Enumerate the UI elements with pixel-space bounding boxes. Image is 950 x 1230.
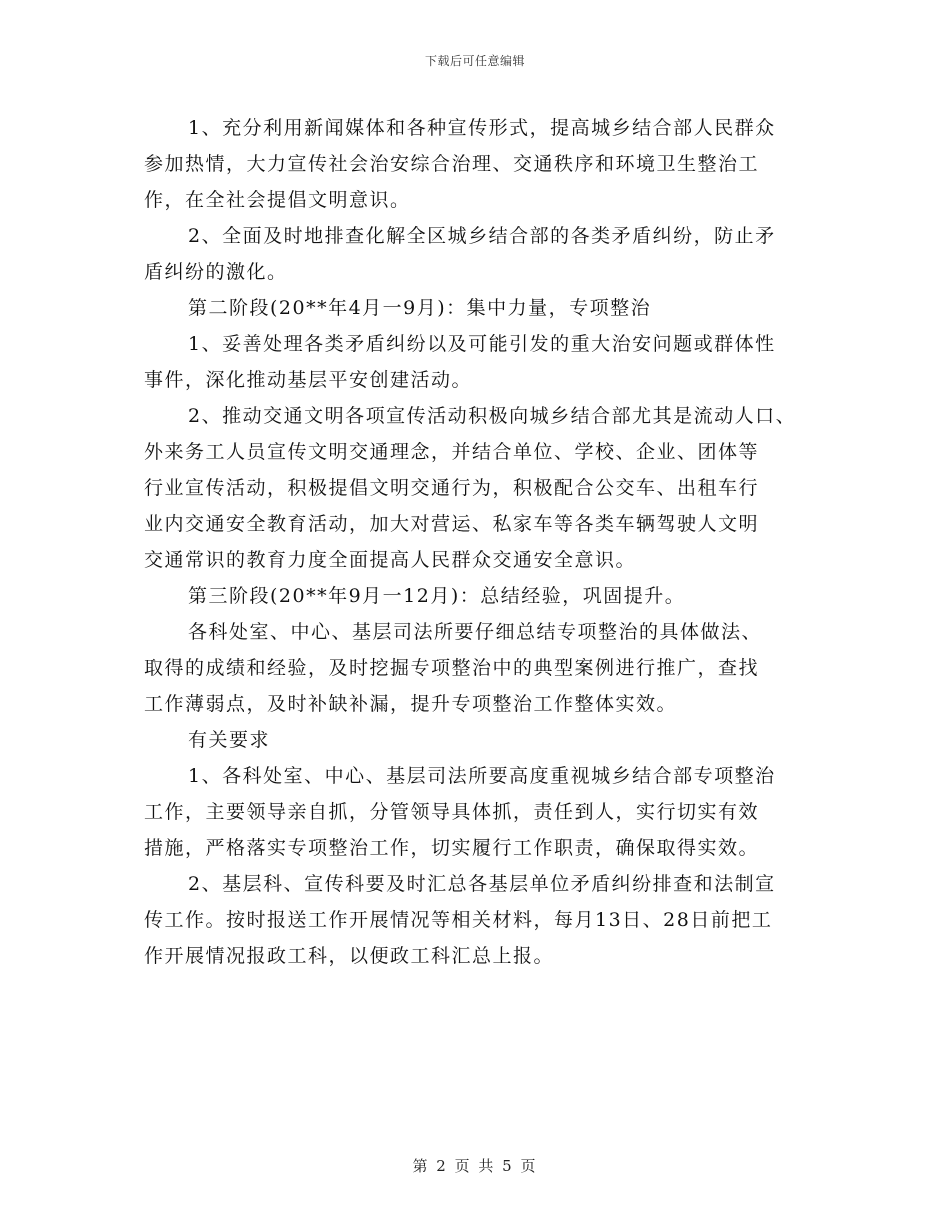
text-line: 2、推动交通文明各项宣传活动积极向城乡结合部尤其是流动人口、 (188, 405, 797, 427)
text-line: 作，在全社会提倡文明意识。 (144, 189, 411, 211)
text-line: 措施，严格落实专项整治工作，切实履行工作职责，确保取得实效。 (144, 837, 760, 859)
text-line: 2、全面及时地排查化解全区城乡结合部的各类矛盾纠纷，防止矛 (188, 225, 776, 247)
text-line: 有关要求 (188, 729, 271, 751)
text-line: 第二阶段(20**年4月一9月)：集中力量，专项整治 (188, 297, 652, 319)
text-line: 各科处室、中心、基层司法所要仔细总结专项整治的具体做法、 (188, 621, 763, 643)
text-line: 盾纠纷的激化。 (144, 261, 288, 283)
text-line: 交通常识的教育力度全面提高人民群众交通安全意识。 (144, 549, 637, 571)
text-line: 1、充分利用新闻媒体和各种宣传形式，提高城乡结合部人民群众 (188, 117, 776, 139)
header-note: 下载后可任意编辑 (424, 54, 525, 68)
text-line: 外来务工人员宣传文明交通理念，并结合单位、学校、企业、团体等 (144, 441, 760, 463)
text-line: 行业宣传活动，积极提倡文明交通行为，积极配合公交车、出租车行 (144, 477, 760, 499)
text-line: 2、基层科、宣传科要及时汇总各基层单位矛盾纠纷排查和法制宣 (188, 873, 776, 895)
text-line: 1、妥善处理各类矛盾纠纷以及可能引发的重大治安问题或群体性 (188, 333, 776, 355)
text-line: 1、各科处室、中心、基层司法所要高度重视城乡结合部专项整治 (188, 765, 776, 787)
text-line: 传工作。按时报送工作开展情况等相关材料，每月13日、28日前把工 (144, 909, 773, 931)
text-line: 参加热情，大力宣传社会治安综合治理、交通秩序和环境卫生整治工 (144, 153, 760, 175)
page-number: 第 2 页 共 5 页 (412, 1157, 538, 1175)
text-line: 事件，深化推动基层平安创建活动。 (144, 369, 473, 391)
text-line: 工作，主要领导亲自抓，分管领导具体抓，责任到人，实行切实有效 (144, 801, 760, 823)
text-line: 工作薄弱点，及时补缺补漏，提升专项整治工作整体实效。 (144, 693, 678, 715)
text-line: 取得的成绩和经验，及时挖掘专项整治中的典型案例进行推广，查找 (144, 657, 760, 679)
document-body (144, 110, 834, 974)
text-line: 业内交通安全教育活动，加大对营运、私家车等各类车辆驾驶人文明 (144, 513, 760, 535)
text-line: 第三阶段(20**年9月一12月)：总结经验，巩固提升。 (188, 585, 686, 607)
text-line: 作开展情况报政工科，以便政工科汇总上报。 (144, 945, 555, 967)
